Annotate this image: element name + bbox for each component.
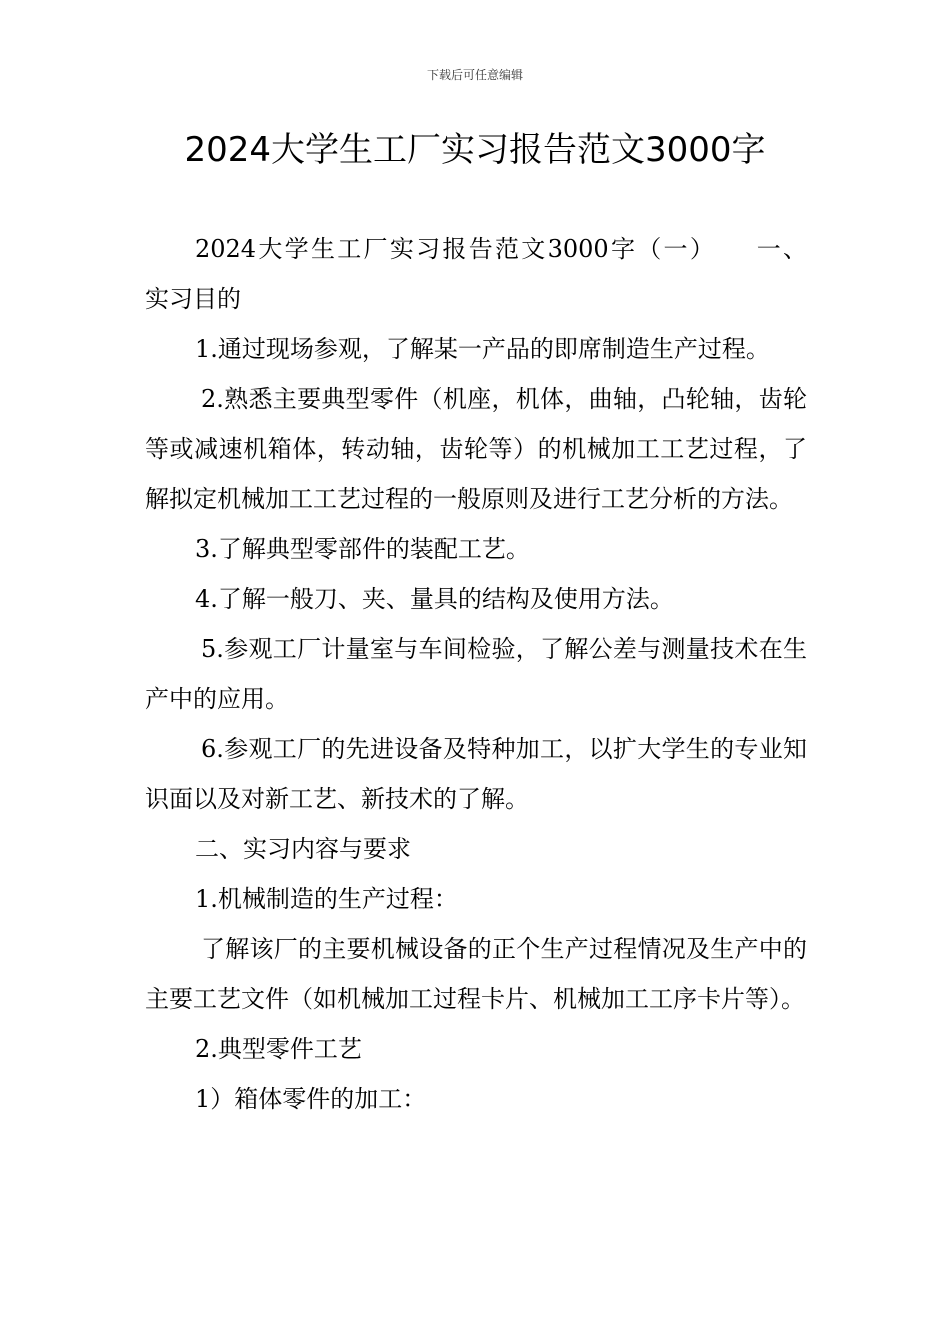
paragraph-goal-6: 6.参观工厂的先进设备及特种加工，以扩大学生的专业知识面以及对新工艺、新技术的了解。 [145, 735, 807, 813]
section-heading-content: 二、实习内容与要求 [195, 835, 411, 863]
paragraph-goal-4: 4.了解一般刀、夹、量具的结构及使用方法。 [195, 585, 674, 613]
header-note: 下载后可任意编辑 [426, 68, 523, 82]
paragraph-goal-2: 2.熟悉主要典型零件（机座，机体，曲轴，凸轮轴，齿轮等或减速机箱体，转动轴，齿轮等）的机械加工工艺过程，了解拟定机械加工工艺过程的一般原则及进行工艺分析的方法。 [145, 385, 807, 513]
paragraph-content-1-detail: 了解该厂的主要机械设备的正个生产过程情况及生产中的主要工艺文件（如机械加工过程卡片、机械加工工序卡片等）。 [145, 935, 807, 1013]
paragraph-goal-1: 1.通过现场参观，了解某一产品的即席制造生产过程。 [195, 335, 770, 363]
document-body [145, 224, 807, 1124]
paragraph-goal-5: 5.参观工厂计量室与车间检验，了解公差与测量技术在生产中的应用。 [145, 635, 807, 713]
document-title: 2024大学生工厂实习报告范文3000字 [184, 130, 766, 170]
paragraph-intro-line2: 实习目的 [145, 285, 241, 313]
paragraph-content-1: 1.机械制造的生产过程： [195, 885, 458, 913]
paragraph-goal-3: 3.了解典型零部件的装配工艺。 [195, 535, 530, 563]
paragraph-content-2: 2.典型零件工艺 [195, 1035, 362, 1063]
paragraph-intro-line1: 2024大学生工厂实习报告范文3000字（一） 一、 [195, 235, 807, 263]
paragraph-content-2-1: 1）箱体零件的加工： [195, 1085, 427, 1113]
